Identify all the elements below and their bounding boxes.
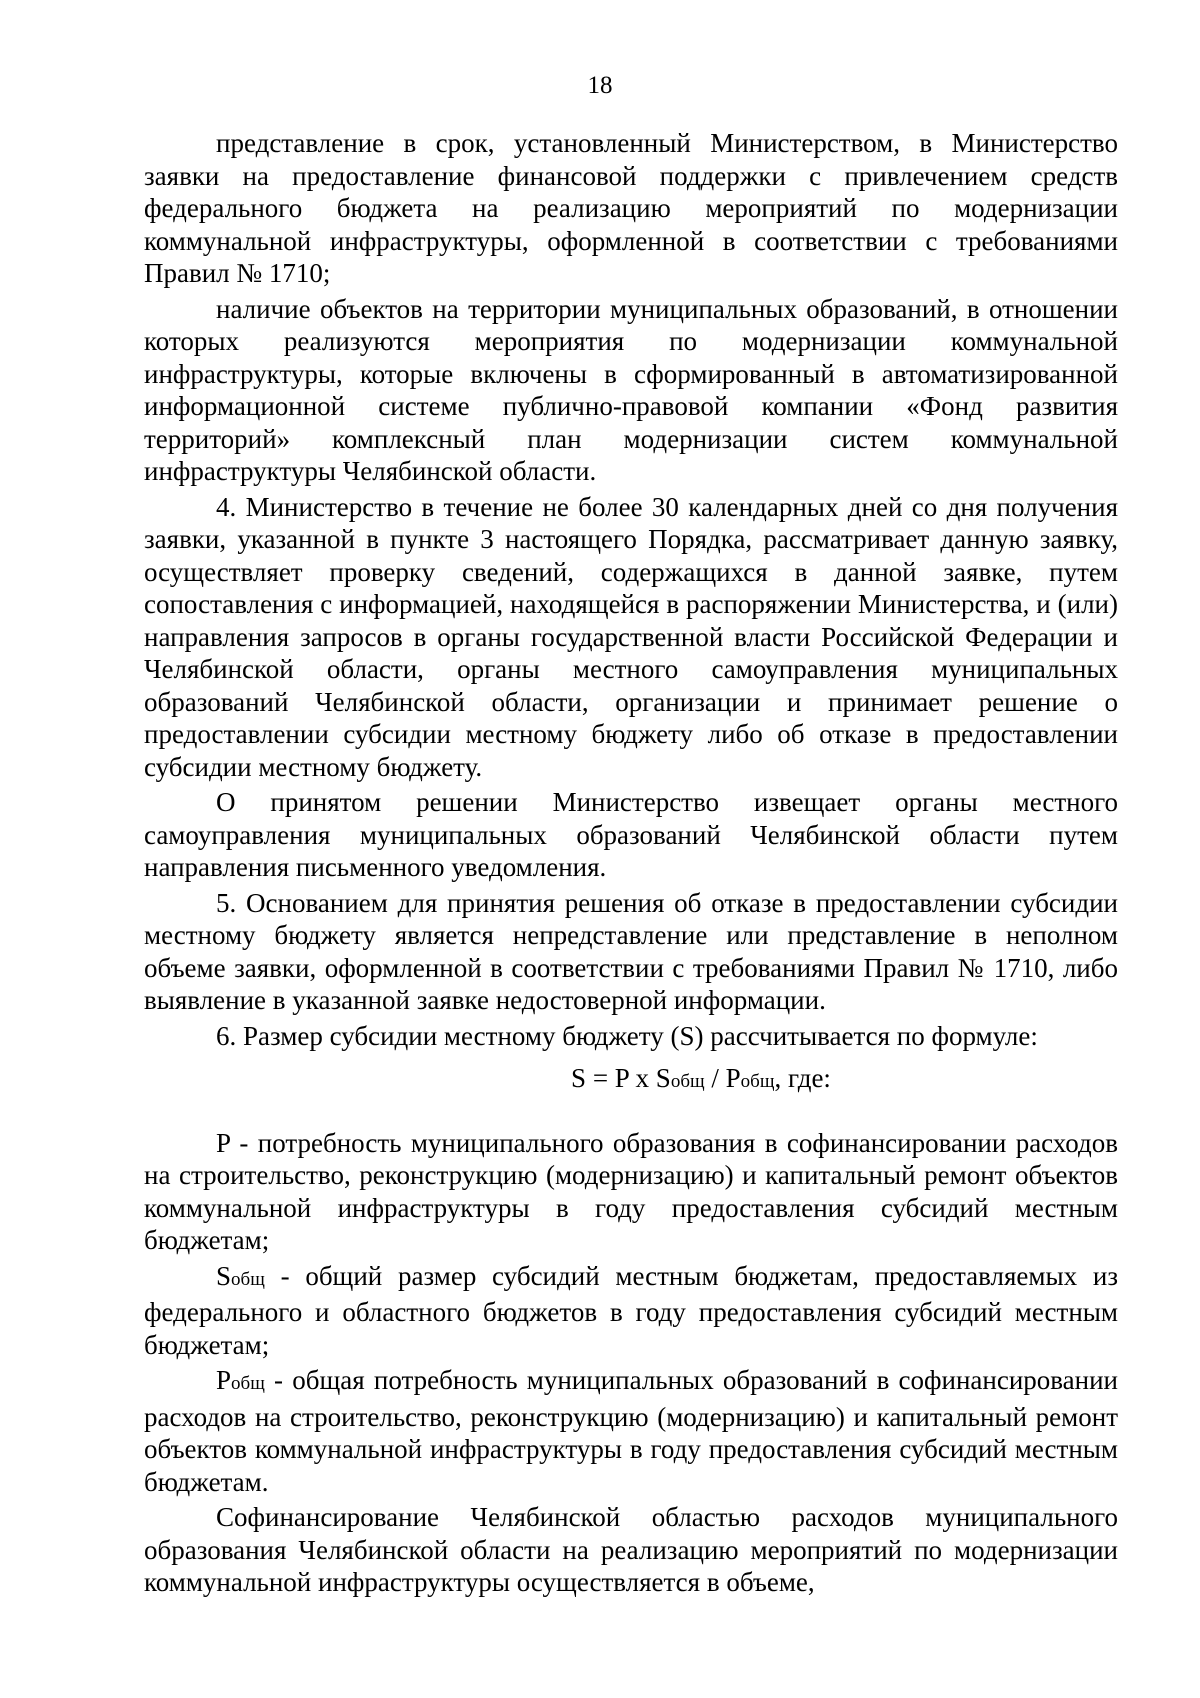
- formula-subscript: общ: [670, 1071, 705, 1092]
- formula-part: S = P x S: [571, 1063, 671, 1093]
- paragraph: 5. Основанием для принятия решения об отказе в предоставлении субсидии местному бюджету является непредставление или представление в неполном объеме заявки, оформленной в соответствии с требованиями Правил № 1710, либо выявление в указанной заявке недостоверной информации.: [144, 887, 1118, 1015]
- definition-p: P - потребность муниципального образования в софинансировании расходов на строительство, реконструкцию (модернизацию) и капитальный ремонт объектов коммунальной инфраструктуры в году предоставления субсидий местным бюджетам;: [144, 1127, 1118, 1255]
- paragraph: О принятом решении Министерство извещает органы местного самоуправления муниципальных образований Челябинской области путем направления письменного уведомления.: [144, 787, 1118, 882]
- definition-text: - общая потребность муниципальных образований в софинансировании расходов на строительство, реконструкцию (модернизацию) и капитальный ремонт объектов коммунальной инфраструктуры в году предоставления субсидий местным бюджетам.: [144, 1365, 1118, 1497]
- symbol-subscript: общ: [231, 1268, 265, 1290]
- symbol-subscript: общ: [231, 1373, 265, 1394]
- document-body: [144, 127, 1118, 1599]
- paragraph: 4. Министерство в течение не более 30 календарных дней со дня получения заявки, указанной в пункте 3 настоящего Порядка, рассматривает данную заявку, осуществляет проверку сведений, содержащихся в данной заявке, путем сопоставления с информацией, находящейся в распоряжении Министерства, и (или) направления запросов в органы государственной власти Российской Федерации и Челябинской области, органы местного самоуправления муниципальных образований Челябинской области, организации и принимает решение о предоставлении субсидии местному бюджету либо об отказе в предоставлении субсидии местному бюджету.: [144, 491, 1118, 782]
- paragraph: представление в срок, установленный Министерством, в Министерство заявки на предоставление финансовой поддержки с привлечением средств федерального бюджета на реализацию мероприятий по модернизации коммунальной инфраструктуры, оформленной в соответствии с требованиями Правил № 1710;: [144, 128, 1118, 288]
- paragraph: наличие объектов на территории муниципальных образований, в отношении которых реализуются мероприятия по модернизации коммунальной инфраструктуры, которые включены в сформированный в автоматизированной информационной системе публично-правовой компании «Фонд развития территорий» комплексный план модернизации систем коммунальной инфраструктуры Челябинской области.: [144, 293, 1118, 486]
- formula: [144, 1062, 1118, 1099]
- definition-p-total: [144, 1364, 1118, 1498]
- definition-text: - общий размер субсидий местным бюджетам, предоставляемых из федерального и областного бюджетов в году предоставления субсидий местным бюджетам;: [144, 1260, 1118, 1360]
- formula-part: / P: [704, 1063, 741, 1093]
- definition-s-total: [144, 1260, 1118, 1362]
- symbol: P: [216, 1365, 232, 1395]
- formula-part: , где:: [774, 1063, 831, 1093]
- symbol: S: [216, 1260, 232, 1291]
- paragraph: Софинансирование Челябинской областью расходов муниципального образования Челябинской области на реализацию мероприятий по модернизации коммунальной инфраструктуры осуществляется в объеме,: [144, 1502, 1118, 1597]
- page-number: 18: [587, 72, 613, 99]
- paragraph: 6. Размер субсидии местному бюджету (S) рассчитывается по формуле:: [216, 1020, 1038, 1051]
- formula-subscript: общ: [740, 1071, 775, 1092]
